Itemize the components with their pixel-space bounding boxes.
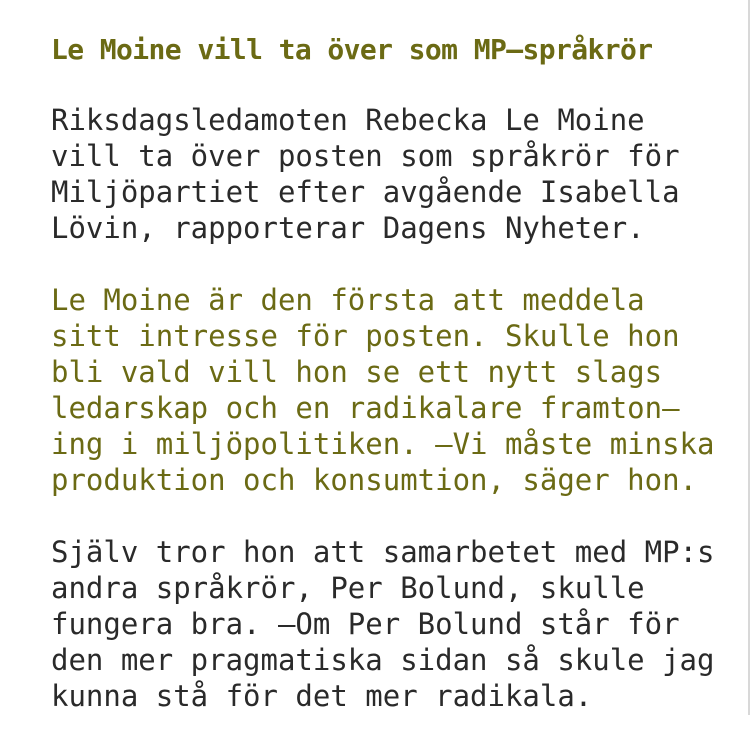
paragraph-line: ledarskap och en radikalare framton–	[51, 391, 680, 425]
article-paragraph-closing	[51, 534, 741, 714]
paragraph-line: sitt intresse för posten. Skulle hon	[51, 319, 680, 353]
article-headline: Le Moine vill ta över som MP–språkrör	[51, 33, 653, 66]
article-paragraph-intro	[51, 102, 741, 246]
paragraph-line: produktion och konsumtion, säger hon.	[51, 463, 698, 497]
paragraph-line: Lövin, rapporterar Dagens Nyheter.	[51, 211, 645, 245]
paragraph-line: Le Moine är den första att meddela	[51, 283, 645, 317]
paragraph-line: andra språkrör, Per Bolund, skulle	[51, 571, 645, 605]
paragraph-line: Riksdagsledamoten Rebecka Le Moine	[51, 103, 645, 137]
paragraph-line: fungera bra. –Om Per Bolund står för	[51, 607, 680, 641]
paragraph-line: kunna stå för det mer radikala.	[51, 679, 593, 713]
paragraph-line: ing i miljöpolitiken. –Vi måste minska	[51, 427, 715, 461]
article-paragraph-highlight	[51, 282, 741, 498]
paragraph-line: Själv tror hon att samarbetet med MP:s	[51, 535, 715, 569]
article	[51, 30, 741, 750]
paragraph-line: vill ta över posten som språkrör för	[51, 139, 680, 173]
paragraph-line: Miljöpartiet efter avgående Isabella	[51, 175, 680, 209]
paragraph-line: bli vald vill hon se ett nytt slags	[51, 355, 663, 389]
paragraph-line: den mer pragmatiska sidan så skule jag	[51, 643, 715, 677]
